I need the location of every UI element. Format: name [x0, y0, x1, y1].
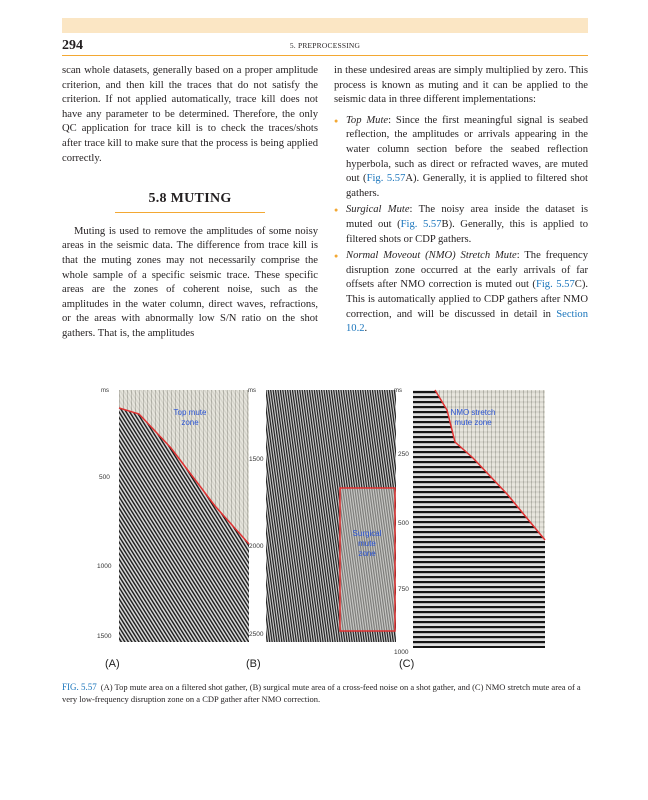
- panel-c-label: (C): [399, 658, 415, 670]
- left-paragraph-2: Muting is used to remove the amplitudes of some noisy areas in the seismic data. The difference from trace kill is that the muting zones may not necessarily comprise the whole sample of a specific seismic trace. These specific areas are the zones of coherent noise, such as the amplitudes in the water column, direct waves, refractions, or the areas with abnormally low S/N ratio on the shot gathers. That is, the amplitudes: [62, 225, 318, 339]
- panel-b: [246, 388, 396, 670]
- figure-link[interactable]: Fig. 5.57: [535, 279, 575, 291]
- top-mute-zone-label: zone: [181, 418, 199, 427]
- top-color-band: [62, 18, 588, 33]
- section-link[interactable]: Section 10.2: [346, 308, 588, 335]
- panel-b-label: (B): [246, 658, 261, 670]
- figure-caption: [62, 681, 588, 705]
- section-rule: [115, 212, 265, 213]
- surgical-mute-zone-label: zone: [358, 549, 376, 558]
- panel-a-label: (A): [105, 658, 120, 670]
- mute-types-list: [334, 114, 588, 337]
- term-top-mute: Top Mute: [346, 114, 389, 126]
- seismic-figure: [95, 386, 555, 676]
- list-item-surgical-mute: [334, 203, 588, 247]
- list-item-top-mute: [334, 114, 588, 202]
- bullet-text: : Since the first meaningful signal is seabed reflection, the amplitudes or arrivals appearing in the water column section before the seabed reflection hyperbola, such as direct or refracted waves, are muted out (: [346, 114, 588, 185]
- panel-c-tick: 500: [398, 520, 409, 527]
- panel-c: [394, 388, 545, 670]
- right-column: [334, 64, 588, 339]
- left-column: [62, 64, 318, 342]
- bullet-text: B). Generally, this is applied to filtered shots or CDP gathers.: [346, 218, 589, 245]
- panel-c-axis-unit: ms: [394, 388, 402, 394]
- panel-c-tick: 750: [398, 586, 409, 593]
- bullet-text: : The frequency disruption zone occurred at the early arrivals of far offsets after NMO correction is muted out (: [346, 250, 588, 291]
- figure-number: FIG. 5.57: [62, 682, 97, 692]
- panel-b-axis-unit: ms: [248, 388, 256, 394]
- surgical-mute-zone-label: Surgical: [352, 529, 382, 538]
- bullet-text: A). Generally, it is applied to filtered shot gathers.: [346, 173, 588, 199]
- page-number: 294: [62, 38, 83, 53]
- bullet-text: : The noisy area inside the dataset is muted out (: [346, 204, 588, 230]
- caption-text: (A) Top mute area on a filtered shot gather, (B) surgical mute area of a cross-feed noise on a shot gather, and (C) NMO stretch mute area of a very low-frequency disruption zone on a CDP gather after NMO correction.: [62, 682, 581, 704]
- bullet-text: .: [364, 323, 368, 335]
- figure-5-57: [95, 386, 555, 676]
- panel-b-tick: 2500: [249, 631, 264, 638]
- panel-a-tick: 500: [99, 474, 110, 481]
- nmo-mute-zone-label: mute zone: [454, 418, 492, 427]
- section-title: 5.8 MUTING: [148, 191, 232, 207]
- top-mute-zone-label: Top mute: [173, 408, 207, 417]
- header-rule: [62, 55, 588, 56]
- panel-a: [97, 388, 249, 670]
- panel-b-tick: 2000: [249, 543, 264, 550]
- panel-c-tick: 1000: [394, 649, 409, 656]
- panel-c-tick: 250: [398, 451, 409, 458]
- bullet-text: C). This is automatically applied to CDP gathers after NMO correction, and will be discussed in detail in: [346, 279, 589, 320]
- right-paragraph-1: in these undesired areas are simply multiplied by zero. This process is known as muting and it can be applied to the seismic data in three different implementations:: [334, 65, 588, 106]
- running-head: 5. PREPROCESSING: [289, 41, 361, 50]
- panel-a-tick: 1500: [97, 633, 112, 640]
- left-paragraph-1: scan whole datasets, generally based on a proper amplitude criterion, and then kill the traces that do not satisfy the criterion. If not applied automatically, trace kill does not have any parameter to be determined. Therefore, the only QC application for trace kill is to check the traces/shots after trace kill to make sure that the process is being applied correctly.: [62, 65, 318, 164]
- figure-link[interactable]: Fig. 5.57: [400, 218, 442, 230]
- surgical-mute-zone-label: mute: [358, 539, 376, 548]
- panel-a-tick: 1000: [97, 563, 112, 570]
- term-surgical-mute: Surgical Mute: [346, 204, 410, 216]
- nmo-mute-zone-label: NMO stretch: [450, 408, 496, 417]
- surgical-mute-area: [340, 488, 395, 631]
- figure-link[interactable]: Fig. 5.57: [366, 173, 406, 185]
- list-item-nmo-mute: [334, 249, 588, 337]
- panel-b-tick: 1500: [249, 456, 264, 463]
- page-header: [62, 38, 588, 54]
- term-nmo-stretch-mute: Normal Moveout (NMO) Stretch Mute: [346, 250, 517, 262]
- panel-a-axis-unit: ms: [101, 388, 109, 394]
